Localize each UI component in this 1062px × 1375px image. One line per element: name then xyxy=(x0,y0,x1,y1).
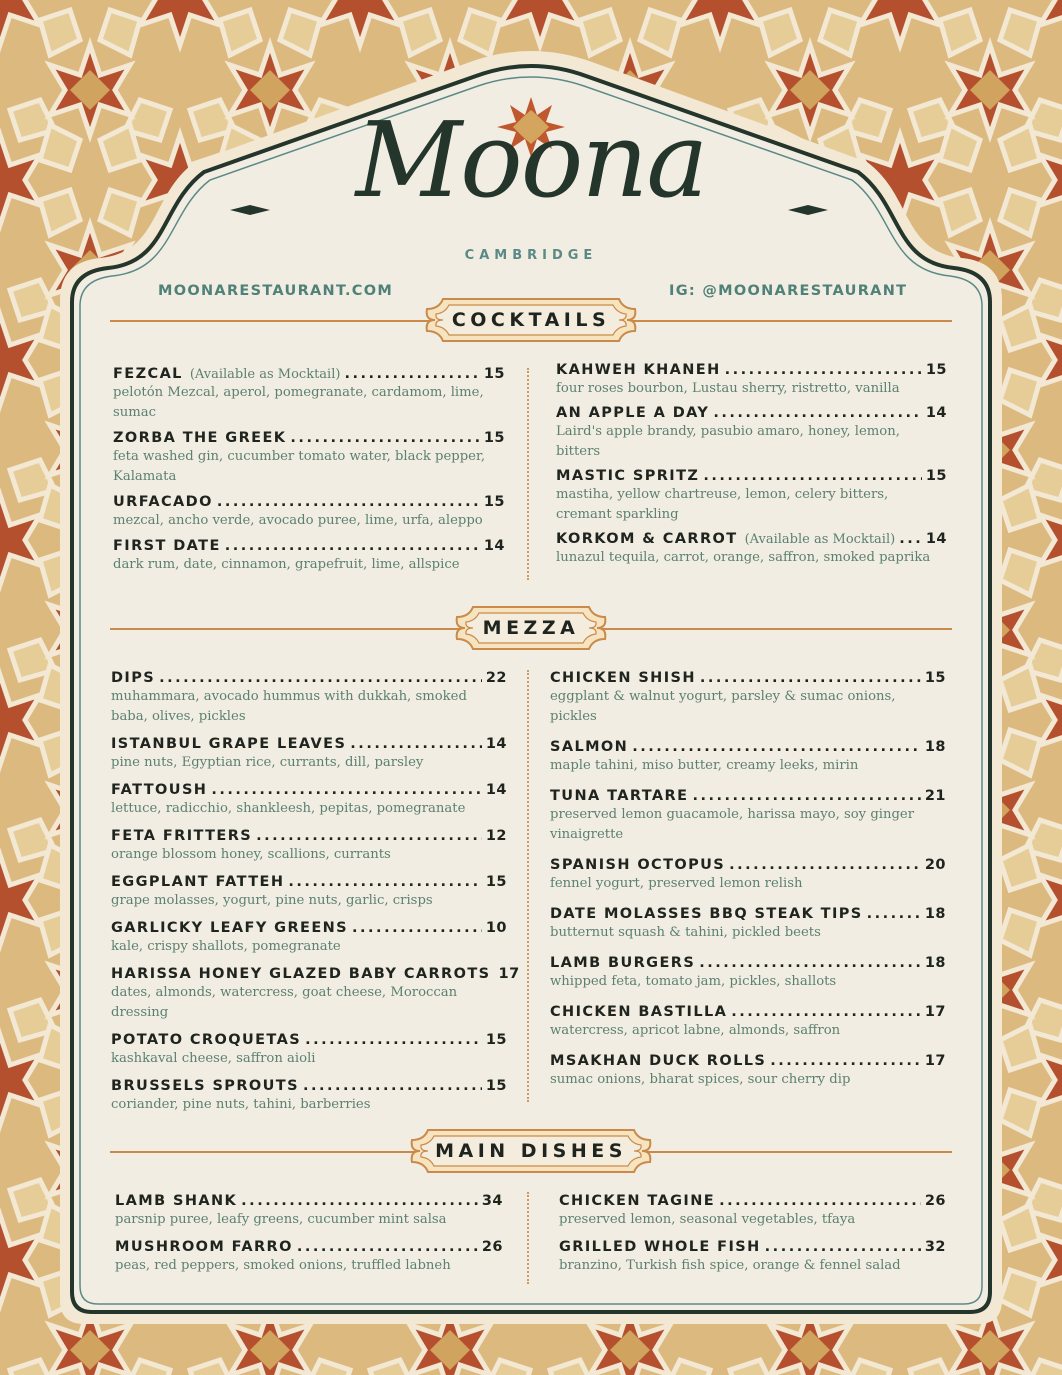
dot-leader xyxy=(729,857,921,873)
item-name: FEZCAL xyxy=(113,366,183,382)
item-description: mezcal, ancho verde, avocado puree, lime, urfa, aleppo xyxy=(113,513,483,528)
item-description: four roses bourbon, Lustau sherry, ristretto, vanilla xyxy=(556,381,900,396)
item-price: 17 xyxy=(924,1004,946,1020)
menu-item xyxy=(550,906,946,943)
menu-item xyxy=(556,468,947,525)
item-price: 14 xyxy=(483,538,505,554)
item-description: maple tahini, miso butter, creamy leeks, mirin xyxy=(550,758,859,773)
menu-item xyxy=(550,1053,946,1090)
menu-item xyxy=(550,1004,946,1041)
item-price: 18 xyxy=(924,739,946,755)
menu-item xyxy=(550,788,946,845)
menu-item xyxy=(115,1193,503,1230)
item-price: 26 xyxy=(481,1239,503,1255)
menu-item xyxy=(559,1193,946,1230)
dot-leader xyxy=(225,538,480,554)
column-divider xyxy=(527,670,529,1102)
item-description: parsnip puree, leafy greens, cucumber mint salsa xyxy=(115,1212,447,1227)
item-price: 26 xyxy=(924,1193,946,1209)
dot-leader xyxy=(350,736,482,752)
item-price: 15 xyxy=(485,1032,507,1048)
item-name: DIPS xyxy=(111,670,156,686)
dot-leader xyxy=(725,362,922,378)
item-price: 15 xyxy=(483,366,505,382)
menu-item xyxy=(111,966,520,1023)
item-description: feta washed gin, cucumber tomato water, black pepper, Kalamata xyxy=(113,449,486,484)
item-price: 18 xyxy=(924,955,946,971)
item-note: (Available as Mocktail) xyxy=(189,367,341,382)
column-divider xyxy=(527,1192,529,1284)
dot-leader xyxy=(241,1193,478,1209)
menu-item xyxy=(111,670,507,727)
item-price: 14 xyxy=(485,782,507,798)
menu-item xyxy=(556,405,947,462)
item-note: (Available as Mocktail) xyxy=(744,532,896,547)
dot-leader xyxy=(211,782,481,798)
menu-item xyxy=(111,1032,507,1069)
dot-leader xyxy=(770,1053,921,1069)
dot-leader xyxy=(899,531,922,547)
menu-item xyxy=(559,1239,946,1276)
dot-leader xyxy=(303,1078,482,1094)
item-description: branzino, Turkish fish spice, orange & fennel salad xyxy=(559,1258,901,1273)
menu-item xyxy=(111,874,507,911)
item-price: 22 xyxy=(485,670,507,686)
item-price: 14 xyxy=(485,736,507,752)
item-description: dates, almonds, watercress, goat cheese, Moroccan dressing xyxy=(111,985,458,1020)
item-description: whipped feta, tomato jam, pickles, shallots xyxy=(550,974,837,989)
dot-leader xyxy=(297,1239,478,1255)
item-name: ISTANBUL GRAPE LEAVES xyxy=(111,736,347,752)
dot-leader xyxy=(703,468,922,484)
item-name: FETA FRITTERS xyxy=(111,828,253,844)
dot-leader xyxy=(256,828,482,844)
item-price: 17 xyxy=(498,966,520,982)
menu-item xyxy=(115,1239,503,1276)
item-name: MSAKHAN DUCK ROLLS xyxy=(550,1053,767,1069)
item-price: 15 xyxy=(483,430,505,446)
item-name: TUNA TARTARE xyxy=(550,788,689,804)
item-description: muhammara, avocado hummus with dukkah, smoked baba, olives, pickles xyxy=(111,689,467,724)
item-name: AN APPLE A DAY xyxy=(556,405,710,421)
item-description: Laird's apple brandy, pasubio amaro, honey, lemon, bitters xyxy=(556,424,900,459)
dot-leader xyxy=(719,1193,921,1209)
item-name: POTATO CROQUETAS xyxy=(111,1032,302,1048)
location-label: CAMBRIDGE xyxy=(464,248,598,263)
dot-leader xyxy=(288,874,481,890)
dot-leader xyxy=(699,955,921,971)
item-name: MUSHROOM FARRO xyxy=(115,1239,293,1255)
menu-item xyxy=(111,736,507,773)
item-name: CHICKEN SHISH xyxy=(550,670,696,686)
dot-leader xyxy=(765,1239,921,1255)
item-name: FIRST DATE xyxy=(113,538,221,554)
item-name: FATTOUSH xyxy=(111,782,208,798)
menu-item xyxy=(550,739,946,776)
mains-banner xyxy=(406,1126,656,1176)
dot-leader xyxy=(632,739,921,755)
item-name: DATE MOLASSES BBQ STEAK TIPS xyxy=(550,906,863,922)
dot-leader xyxy=(344,366,479,382)
item-name: ZORBA THE GREEK xyxy=(113,430,287,446)
menu-item xyxy=(113,430,505,487)
item-price: 32 xyxy=(924,1239,946,1255)
item-name: LAMB BURGERS xyxy=(550,955,696,971)
item-name: LAMB SHANK xyxy=(115,1193,238,1209)
item-name: BRUSSELS SPROUTS xyxy=(111,1078,299,1094)
item-price: 21 xyxy=(924,788,946,804)
item-name: KAHWEH KHANEH xyxy=(556,362,721,378)
item-name: SALMON xyxy=(550,739,629,755)
item-price: 10 xyxy=(485,920,507,936)
section-title: MAIN DISHES xyxy=(435,1140,627,1162)
item-price: 15 xyxy=(925,468,947,484)
website-link[interactable]: MOONARESTAURANT.COM xyxy=(158,283,394,299)
column-divider xyxy=(527,368,529,580)
cocktails-left-column xyxy=(113,366,505,575)
menu-item xyxy=(113,494,505,531)
item-price: 15 xyxy=(485,874,507,890)
item-description: grape molasses, yogurt, pine nuts, garlic, crisps xyxy=(111,893,433,908)
item-price: 34 xyxy=(481,1193,503,1209)
menu-item xyxy=(550,955,946,992)
item-price: 14 xyxy=(925,405,947,421)
item-name: CHICKEN TAGINE xyxy=(559,1193,716,1209)
menu-item xyxy=(111,920,507,957)
dot-leader xyxy=(867,906,921,922)
item-price: 15 xyxy=(483,494,505,510)
mezza-right-column xyxy=(550,670,946,1090)
dot-leader xyxy=(731,1004,921,1020)
item-name: EGGPLANT FATTEH xyxy=(111,874,285,890)
item-description: eggplant & walnut yogurt, parsley & sumac onions, pickles xyxy=(550,689,896,724)
diamond-ornament-icon xyxy=(788,205,828,215)
instagram-handle[interactable]: IG: @MOONARESTAURANT xyxy=(669,283,908,299)
restaurant-logo: Moona xyxy=(355,99,707,221)
item-price: 17 xyxy=(924,1053,946,1069)
menu-item xyxy=(550,857,946,894)
item-name: KORKOM & CARROT xyxy=(556,531,738,547)
item-description: kale, crispy shallots, pomegranate xyxy=(111,939,341,954)
menu-item xyxy=(111,782,507,819)
item-description: lunazul tequila, carrot, orange, saffron, smoked paprika xyxy=(556,550,931,565)
item-description: lettuce, radicchio, shankleesh, pepitas, pomegranate xyxy=(111,801,466,816)
item-description: butternut squash & tahini, pickled beets xyxy=(550,925,821,940)
item-name: GRILLED WHOLE FISH xyxy=(559,1239,761,1255)
item-price: 15 xyxy=(485,1078,507,1094)
item-price: 18 xyxy=(924,906,946,922)
mains-left-column xyxy=(115,1193,503,1276)
section-title: MEZZA xyxy=(482,617,580,639)
diamond-ornament-icon xyxy=(230,205,270,215)
dot-leader xyxy=(217,494,480,510)
item-name: HARISSA HONEY GLAZED BABY CARROTS xyxy=(111,966,491,982)
item-description: coriander, pine nuts, tahini, barberries xyxy=(111,1097,371,1112)
item-description: preserved lemon, seasonal vegetables, tfaya xyxy=(559,1212,856,1227)
menu-item xyxy=(111,1078,507,1115)
item-description: watercress, apricot labne, almonds, saffron xyxy=(550,1023,841,1038)
item-name: GARLICKY LEAFY GREENS xyxy=(111,920,349,936)
mains-right-column xyxy=(559,1193,946,1276)
item-description: mastiha, yellow chartreuse, lemon, celery bitters, cremant sparkling xyxy=(556,487,889,522)
dot-leader xyxy=(713,405,921,421)
menu-item xyxy=(550,670,946,727)
cocktails-right-column xyxy=(556,362,947,568)
item-description: pelotón Mezcal, aperol, pomegranate, cardamom, lime, sumac xyxy=(113,385,484,420)
item-price: 20 xyxy=(924,857,946,873)
item-name: MASTIC SPRITZ xyxy=(556,468,700,484)
item-name: CHICKEN BASTILLA xyxy=(550,1004,728,1020)
item-name: URFACADO xyxy=(113,494,213,510)
item-description: dark rum, date, cinnamon, grapefruit, lime, allspice xyxy=(113,557,460,572)
dot-leader xyxy=(305,1032,482,1048)
item-description: pine nuts, Egyptian rice, currants, dill, parsley xyxy=(111,755,424,770)
mezza-left-column xyxy=(111,670,520,1115)
item-name: SPANISH OCTOPUS xyxy=(550,857,726,873)
item-description: fennel yogurt, preserved lemon relish xyxy=(550,876,803,891)
cocktails-banner xyxy=(421,295,641,345)
menu-item xyxy=(113,538,505,575)
item-description: sumac onions, bharat spices, sour cherry dip xyxy=(550,1072,851,1087)
item-price: 12 xyxy=(485,828,507,844)
item-price: 14 xyxy=(925,531,947,547)
menu-item xyxy=(556,362,947,399)
item-description: kashkaval cheese, saffron aioli xyxy=(111,1051,316,1066)
item-description: preserved lemon guacamole, harissa mayo, soy ginger vinaigrette xyxy=(550,807,915,842)
section-title: COCKTAILS xyxy=(451,309,611,331)
menu-item xyxy=(113,366,505,423)
dot-leader xyxy=(352,920,482,936)
item-description: peas, red peppers, smoked onions, truffled labneh xyxy=(115,1258,451,1273)
menu-item xyxy=(556,531,947,568)
dot-leader xyxy=(692,788,920,804)
item-description: orange blossom honey, scallions, currants xyxy=(111,847,391,862)
item-price: 15 xyxy=(925,362,947,378)
dot-leader xyxy=(700,670,921,686)
dot-leader xyxy=(159,670,482,686)
mezza-banner xyxy=(451,603,611,653)
menu-item xyxy=(111,828,507,865)
item-price: 15 xyxy=(924,670,946,686)
dot-leader xyxy=(290,430,479,446)
